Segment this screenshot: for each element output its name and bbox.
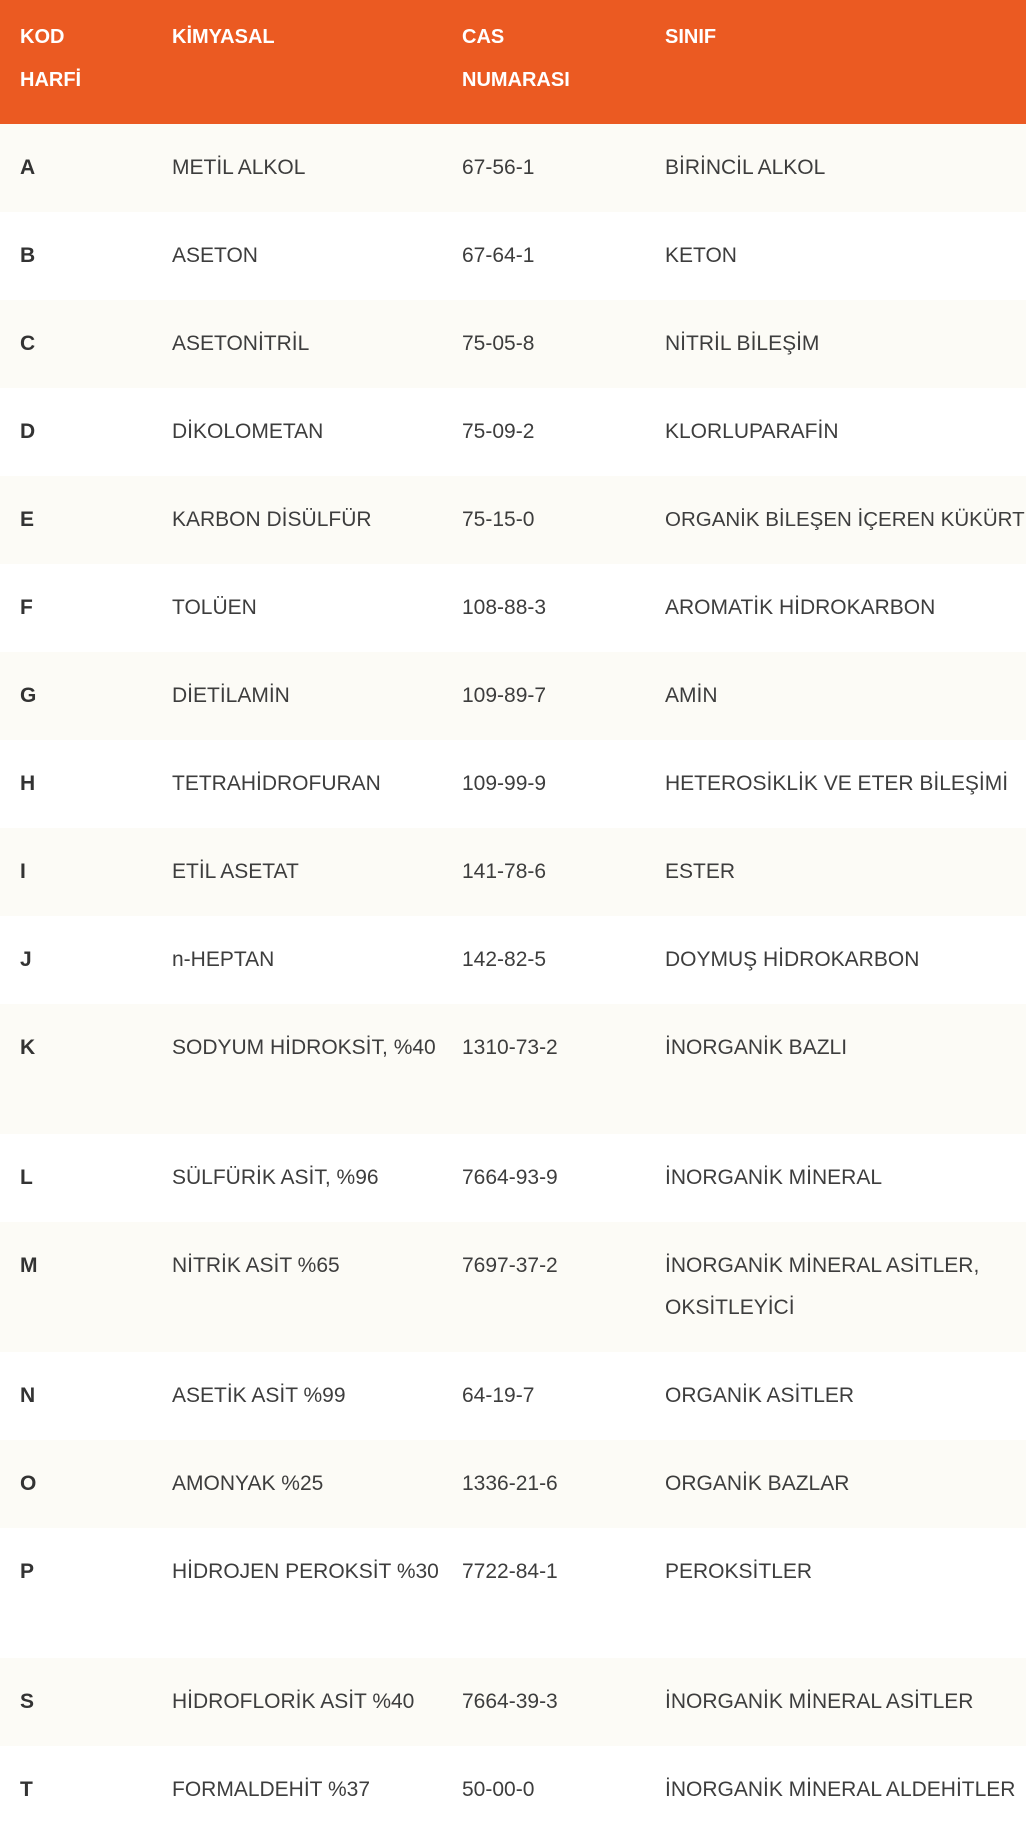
table-row xyxy=(0,212,1026,300)
cell-cas: 1336-21-6 xyxy=(462,1472,558,1495)
cell-chemical: KARBON DİSÜLFÜR xyxy=(172,508,372,531)
cell-code: E xyxy=(20,508,35,531)
header-chemical-line-1: KİMYASAL xyxy=(172,26,275,48)
cell-code: K xyxy=(20,1036,36,1059)
cell-code: H xyxy=(20,772,36,795)
table-row xyxy=(0,1004,1026,1134)
cell-class: ORGANİK BİLEŞEN İÇEREN KÜKÜRT xyxy=(665,508,1025,531)
cell-cas: 67-64-1 xyxy=(462,244,535,267)
cell-cas: 75-09-2 xyxy=(462,420,535,443)
cell-cas: 141-78-6 xyxy=(462,860,547,883)
cell-chemical: TOLÜEN xyxy=(172,596,257,619)
table-row xyxy=(0,388,1026,476)
cell-cas: 7722-84-1 xyxy=(462,1560,558,1583)
cell-code: F xyxy=(20,596,33,619)
table-body xyxy=(0,124,1026,1834)
table-row xyxy=(0,124,1026,212)
table-row xyxy=(0,476,1026,564)
cell-chemical: ASETON xyxy=(172,244,258,267)
header-cas-line-1: CAS xyxy=(462,26,505,48)
cell-code: D xyxy=(20,420,36,443)
cell-code: O xyxy=(20,1472,37,1495)
table-row xyxy=(0,652,1026,740)
cell-code: G xyxy=(20,684,37,707)
cell-chemical: SÜLFÜRİK ASİT, %96 xyxy=(172,1166,379,1189)
cell-code: S xyxy=(20,1690,35,1713)
cell-chemical: DİKOLOMETAN xyxy=(172,420,324,443)
cell-class: ESTER xyxy=(665,860,736,883)
cell-cas: 7664-39-3 xyxy=(462,1690,558,1713)
table-row xyxy=(0,300,1026,388)
cell-code: T xyxy=(20,1778,33,1801)
header-cas xyxy=(442,0,645,124)
cell-code: P xyxy=(20,1560,35,1583)
cell-code: N xyxy=(20,1384,36,1407)
cell-class: İNORGANİK MİNERAL ASİTLER xyxy=(665,1690,974,1713)
table-row xyxy=(0,1528,1026,1658)
header-class xyxy=(645,0,1026,124)
table-row xyxy=(0,564,1026,652)
cell-class: İNORGANİK MİNERAL xyxy=(665,1166,883,1189)
header-cas-line-2: NUMARASI xyxy=(462,69,570,91)
cell-code: B xyxy=(20,244,36,267)
cell-chemical: HİDROFLORİK ASİT %40 xyxy=(172,1690,415,1713)
cell-cas: 75-15-0 xyxy=(462,508,535,531)
cell-code: J xyxy=(20,948,32,971)
header-code-line-1: KOD xyxy=(20,26,65,48)
cell-chemical: NİTRİK ASİT %65 xyxy=(172,1254,340,1277)
cell-chemical: METİL ALKOL xyxy=(172,156,306,179)
cell-chemical: ETİL ASETAT xyxy=(172,860,299,883)
cell-cas: 7697-37-2 xyxy=(462,1254,558,1277)
cell-chemical: n-HEPTAN xyxy=(172,948,275,971)
header-code xyxy=(0,0,152,124)
cell-cas: 109-89-7 xyxy=(462,684,547,707)
cell-cas: 109-99-9 xyxy=(462,772,547,795)
table-row xyxy=(0,1746,1026,1834)
table-header xyxy=(0,0,1026,124)
cell-cas: 108-88-3 xyxy=(462,596,547,619)
cell-class: BİRİNCİL ALKOL xyxy=(665,156,826,179)
cell-chemical: ASETONİTRİL xyxy=(172,332,310,355)
cell-class: AROMATİK HİDROKARBON xyxy=(665,596,936,619)
cell-cas: 7664-93-9 xyxy=(462,1166,558,1189)
cell-class: ORGANİK BAZLAR xyxy=(665,1472,850,1495)
cell-chemical: TETRAHİDROFURAN xyxy=(172,772,381,795)
cell-class: NİTRİL BİLEŞİM xyxy=(665,332,820,355)
cell-chemical: AMONYAK %25 xyxy=(172,1472,324,1495)
cell-class: AMİN xyxy=(665,684,718,707)
cell-class: KETON xyxy=(665,244,737,267)
table-row xyxy=(0,1352,1026,1440)
cell-code: C xyxy=(20,332,36,355)
cell-code: M xyxy=(20,1254,38,1277)
table-row xyxy=(0,740,1026,828)
cell-cas: 142-82-5 xyxy=(462,948,547,971)
cell-code: A xyxy=(20,156,36,179)
cell-class: İNORGANİK MİNERAL ALDEHİTLER xyxy=(665,1778,1016,1801)
header-row xyxy=(0,0,1026,124)
header-chemical xyxy=(152,0,442,124)
cell-cas: 1310-73-2 xyxy=(462,1036,558,1059)
table-row xyxy=(0,1134,1026,1222)
cell-chemical: ASETİK ASİT %99 xyxy=(172,1384,346,1407)
cell-code: L xyxy=(20,1166,33,1189)
cell-cas: 75-05-8 xyxy=(462,332,535,355)
table-row xyxy=(0,1440,1026,1528)
cell-cas: 50-00-0 xyxy=(462,1778,535,1801)
cell-chemical: SODYUM HİDROKSİT, %40 xyxy=(172,1036,436,1059)
cell-class: DOYMUŞ HİDROKARBON xyxy=(665,948,920,971)
header-class-line-1: SINIF xyxy=(665,26,717,48)
table-row xyxy=(0,916,1026,1004)
cell-class: İNORGANİK MİNERAL ASİTLER, OKSİTLEYİCİ xyxy=(665,1254,980,1319)
cell-chemical: FORMALDEHİT %37 xyxy=(172,1778,370,1801)
cell-chemical: DİETİLAMİN xyxy=(172,684,290,707)
cell-class: KLORLUPARAFİN xyxy=(665,420,839,443)
cell-cas: 64-19-7 xyxy=(462,1384,535,1407)
cell-code: I xyxy=(20,860,26,883)
table-row xyxy=(0,1222,1026,1352)
table-row xyxy=(0,1658,1026,1746)
cell-cas: 67-56-1 xyxy=(462,156,535,179)
cell-class: PEROKSİTLER xyxy=(665,1560,813,1583)
cell-class: İNORGANİK BAZLI xyxy=(665,1036,848,1059)
cell-chemical: HİDROJEN PEROKSİT %30 xyxy=(172,1560,439,1583)
cell-class: ORGANİK ASİTLER xyxy=(665,1384,855,1407)
table-row xyxy=(0,828,1026,916)
header-code-line-2: HARFİ xyxy=(20,69,82,91)
cell-class: HETEROSİKLİK VE ETER BİLEŞİMİ xyxy=(665,772,1009,795)
